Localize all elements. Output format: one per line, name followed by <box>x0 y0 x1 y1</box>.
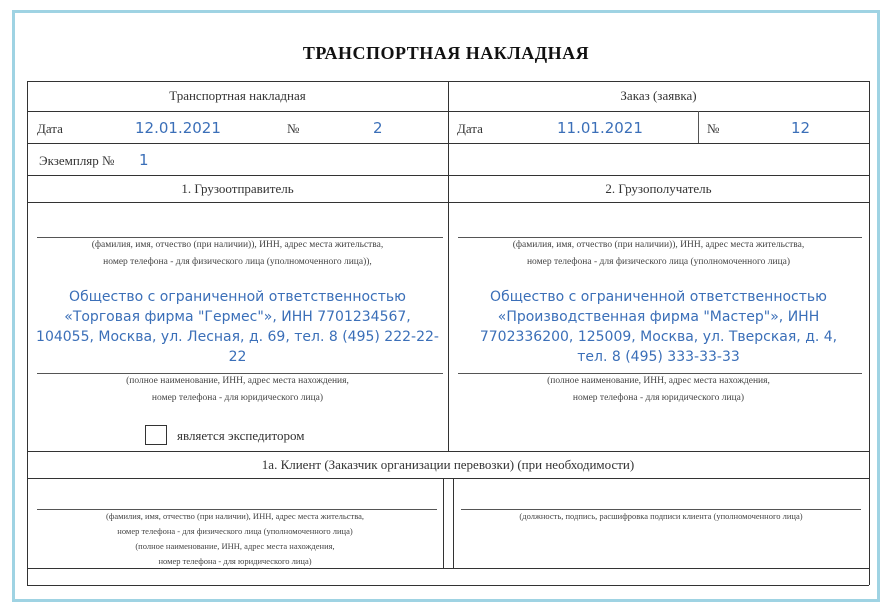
grid-line-order-number <box>698 111 699 143</box>
waybill-label: Транспортная накладная <box>169 88 306 103</box>
number-label-left: № <box>287 121 300 136</box>
forwarder-label: является экспедитором <box>177 428 305 443</box>
shipper-organization <box>27 287 448 367</box>
order-label: Заказ (заявка) <box>620 88 697 103</box>
shipper-heading: 1. Грузоотправитель <box>181 181 294 196</box>
grid-line-right <box>869 81 870 585</box>
shipper-legal-hint-line-2: номер телефона - для юридического лица) <box>151 393 324 403</box>
client-left-hint-line-1: (фамилия, имя, отчество (при наличии), ИНН, адрес места жительства, <box>105 511 364 521</box>
shipper-individual-hint-line-2: номер телефона - для физического лица (уполномоченного лица)), <box>103 257 372 267</box>
grid-line-client-top <box>27 451 869 452</box>
consignee-legal-hint-line-2: номер телефона - для юридического лица) <box>572 393 745 403</box>
copy-label: Экземпляр № <box>39 153 115 168</box>
grid-line-client-middle-a <box>443 478 444 568</box>
consignee-org-line-3: 7702336200, 125009, Москва, ул. Тверская, д. 4, <box>479 329 838 345</box>
consignee-individual-hint <box>448 237 869 271</box>
client-left-hint <box>27 509 443 569</box>
waybill-date-value: 12.01.2021 <box>135 119 221 137</box>
grid-line-client-head <box>27 478 869 479</box>
shipper-org-line-2: «Торговая фирма "Гермес"», ИНН 7701234567, <box>64 309 411 325</box>
client-left-hint-line-2: номер телефона - для физического лица (уполномоченного лица) <box>117 526 353 536</box>
shipper-org-line-3: 104055, Москва, ул. Лесная, д. 69, тел. 8 (495) 222-22- <box>36 329 439 345</box>
date-label-left: Дата <box>37 121 63 136</box>
client-right-hint: (должность, подпись, расшифровка подписи клиента (уполномоченного лица) <box>519 511 803 521</box>
consignee-heading: 2. Грузополучатель <box>605 181 712 196</box>
shipper-org-line-1: Общество с ограниченной ответственностью <box>69 289 406 305</box>
consignee-individual-hint-line-2: номер телефона - для физического лица (уполномоченного лица) <box>526 257 791 267</box>
document-title: ТРАНСПОРТНАЯ НАКЛАДНАЯ <box>302 43 590 63</box>
consignee-legal-hint <box>448 373 869 407</box>
copy-number-value: 1 <box>139 151 149 169</box>
shipper-legal-hint <box>27 373 448 407</box>
order-date-value: 11.01.2021 <box>557 119 643 137</box>
consignee-org-line-4: тел. 8 (495) 333-33-33 <box>577 349 740 365</box>
forwarder-checkbox[interactable] <box>145 425 167 445</box>
consignee-organization <box>448 287 869 367</box>
shipper-org-line-4: 22 <box>228 349 247 365</box>
shipper-individual-hint <box>27 237 448 271</box>
consignee-individual-hint-line-1: (фамилия, имя, отчество (при наличии)), ИНН, адрес места жительства, <box>512 240 805 250</box>
client-left-hint-line-4: номер телефона - для юридического лица) <box>158 556 312 566</box>
date-label-right: Дата <box>457 121 483 136</box>
shipper-individual-hint-line-1: (фамилия, имя, отчество (при наличии)), ИНН, адрес места жительства, <box>91 240 384 250</box>
number-label-right: № <box>707 121 720 136</box>
consignee-legal-hint-line-1: (полное наименование, ИНН, адрес места нахождения, <box>547 376 770 386</box>
shipper-legal-hint-line-1: (полное наименование, ИНН, адрес места нахождения, <box>126 376 349 386</box>
client-left-hint-line-3: (полное наименование, ИНН, адрес места нахождения, <box>135 541 335 551</box>
document-frame <box>12 10 880 602</box>
consignee-org-line-1: Общество с ограниченной ответственностью <box>490 289 827 305</box>
order-number-value: 12 <box>791 119 811 137</box>
consignee-org-line-2: «Производственная фирма "Мастер"», ИНН <box>497 309 820 325</box>
grid-line-bottom <box>27 585 869 586</box>
client-heading: 1а. Клиент (Заказчик организации перевозки) (при необходимости) <box>261 457 635 472</box>
waybill-number-value: 2 <box>373 119 383 137</box>
